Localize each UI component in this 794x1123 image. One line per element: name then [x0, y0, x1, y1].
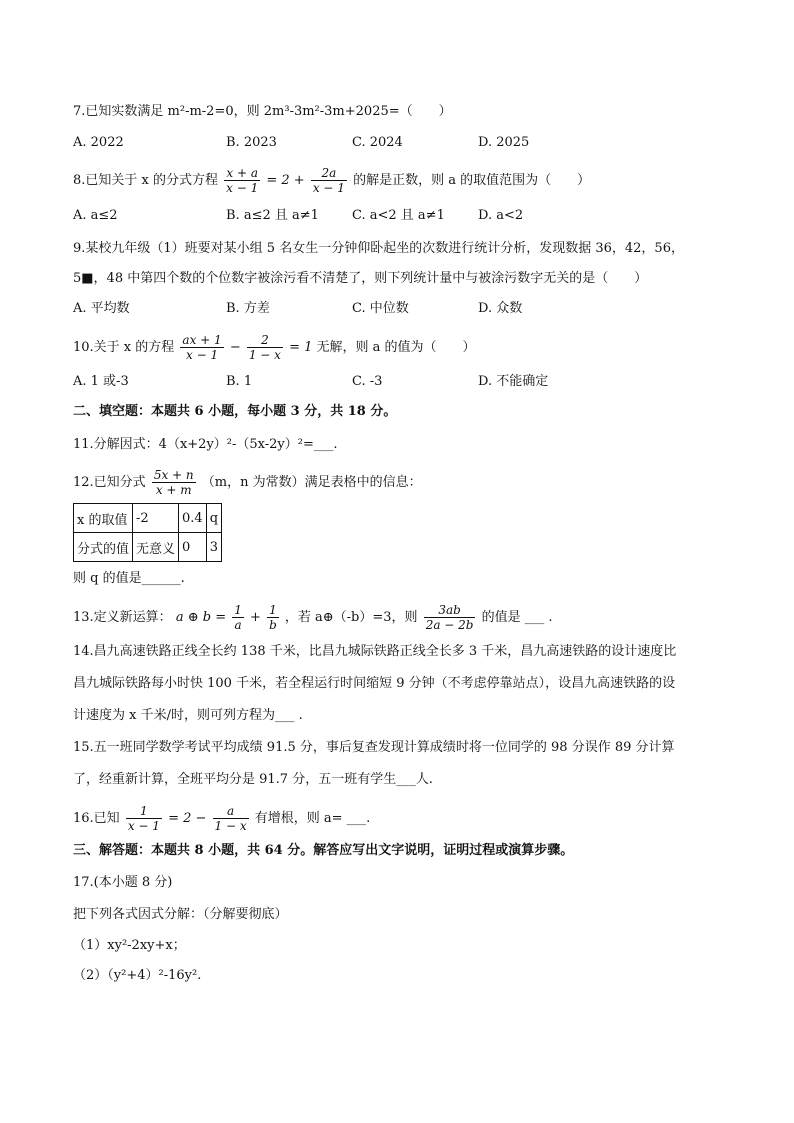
- q13-fraction-2: $\frac{1}{b}$: [269, 603, 277, 632]
- question-15-line-2: 了，经重新计算，全班平均分是 91.7 分，五一班有学生___人.: [73, 772, 433, 787]
- question-11: 11.分解因式：4（x+2y）²-（5x-2y）²=___.: [73, 437, 338, 452]
- question-14-line-1: 14.昌九高速铁路正线全长约 138 千米，比昌九城际铁路正线全长多 3 千米，昌九高速铁路的设计速度比: [73, 644, 677, 659]
- question-12-stem: 12.已知分式 $\frac{5x + n}{x + m}$ （m，n 为常数）满足表格中的信息：: [73, 468, 422, 497]
- q10-option-b: B. 1: [226, 374, 253, 389]
- table-cell: 0: [179, 533, 207, 562]
- q12-answer-line: 则 q 的值是______.: [73, 571, 185, 586]
- q7-option-a: A. 2022: [73, 135, 124, 150]
- question-9-line-1: 9.某校九年级（1）班要对某小组 5 名女生一分钟仰卧起坐的次数进行统计分析，发现数据 36，42，56，: [73, 241, 684, 256]
- q10-option-a: A. 1 或-3: [73, 374, 129, 389]
- q13-fraction-3: $\frac{3ab}{2a - 2b}$: [425, 603, 474, 632]
- question-9-line-2: 5■，48 中第四个数的个位数字被涂污看不清楚了，则下列统计量中与被涂污数字无关的是（ ）: [73, 271, 648, 286]
- table-cell: -2: [133, 504, 179, 533]
- q9-option-b: B. 方差: [226, 301, 270, 316]
- q9-option-d: D. 众数: [478, 301, 523, 316]
- table-cell: x 的取值: [74, 504, 133, 533]
- q10-fraction-2: $\frac{2}{1 - x}$: [248, 333, 281, 362]
- q7-option-b: B. 2023: [226, 135, 277, 150]
- q10-option-c: C. -3: [352, 374, 383, 389]
- q10-option-d: D. 不能确定: [478, 374, 549, 389]
- q8-option-d: D. a<2: [478, 208, 524, 223]
- question-17-part-2: （2）（y²+4）²-16y².: [73, 968, 202, 983]
- question-16-stem: 16.已知 $\frac{1}{x - 1}$ = 2 − $\frac{a}{1 - x}$ 有增根，则 a= ___.: [73, 804, 371, 833]
- question-15-line-1: 15.五一班同学数学考试平均成绩 91.5 分，事后复查发现计算成绩时将一位同学的 98 分误作 89 分计算: [73, 740, 675, 755]
- section-2-heading: 二、填空题：本题共 6 小题，每小题 3 分，共 18 分。: [73, 404, 397, 419]
- question-13-stem: 13.定义新运算： a ⊕ b = $\frac{1}{a}$ + $\frac{1}{b}$ ，若 a⊕（-b）=3，则 $\frac{3ab}{2a - 2b}$ 的值是 ___ .: [73, 603, 553, 632]
- q12-info-table: [73, 503, 222, 562]
- q12-fraction: $\frac{5x + n}{x + m}$: [153, 468, 194, 497]
- q16-fraction-1: $\frac{1}{x - 1}$: [127, 804, 160, 833]
- table-cell: 3: [206, 533, 221, 562]
- question-14-line-3: 计速度为 x 千米/时，则可列方程为___ .: [73, 708, 303, 723]
- question-17-instruction: 把下列各式因式分解：（分解要彻底）: [73, 907, 288, 922]
- q13-fraction-1: $\frac{1}{a}$: [234, 603, 242, 632]
- question-17-part-1: （1）xy²-2xy+x；: [73, 938, 186, 953]
- question-10-stem: 10.关于 x 的方程 $\frac{ax + 1}{x - 1}$ − $\frac{2}{1 - x}$ = 1 无解，则 a 的值为（ ）: [73, 333, 476, 362]
- q9-option-a: A. 平均数: [73, 301, 130, 316]
- section-3-heading: 三、解答题：本题共 8 小题，共 64 分。解答应写出文字说明，证明过程或演算步骤。: [73, 843, 574, 858]
- question-7-stem: 7.已知实数满足 m²-m-2=0，则 2m³-3m²-3m+2025=（ ）: [73, 104, 452, 119]
- q10-fraction-1: $\frac{ax + 1}{x - 1}$: [182, 333, 222, 362]
- q8-fraction-2: $\frac{2a}{x - 1}$: [312, 166, 345, 195]
- table-row: [74, 504, 222, 533]
- question-8-stem: 8.已知关于 x 的分式方程 $\frac{x + a}{x - 1}$ = 2 + $\frac{2a}{x - 1}$ 的解是正数，则 a 的取值范围为（ ）: [73, 166, 591, 195]
- q8-option-c: C. a<2 且 a≠1: [352, 208, 445, 223]
- q8-option-a: A. a≤2: [73, 208, 118, 223]
- question-14-line-2: 昌九城际铁路每小时快 100 千米，若全程运行时间缩短 9 分钟（不考虑停靠站点），设昌九高速铁路的设: [73, 676, 676, 691]
- q7-option-d: D. 2025: [478, 135, 530, 150]
- table-row: [74, 533, 222, 562]
- q9-option-c: C. 中位数: [352, 301, 409, 316]
- question-17-heading: 17.(本小题 8 分): [73, 875, 173, 890]
- table-cell: 无意义: [133, 533, 179, 562]
- table-cell: 0.4: [179, 504, 207, 533]
- q8-option-b: B. a≤2 且 a≠1: [226, 208, 319, 223]
- table-cell: 分式的值: [74, 533, 133, 562]
- q8-fraction-1: $\frac{x + a}{x - 1}$: [226, 166, 259, 195]
- q16-fraction-2: $\frac{a}{1 - x}$: [214, 804, 247, 833]
- table-cell: q: [206, 504, 221, 533]
- q7-option-c: C. 2024: [352, 135, 403, 150]
